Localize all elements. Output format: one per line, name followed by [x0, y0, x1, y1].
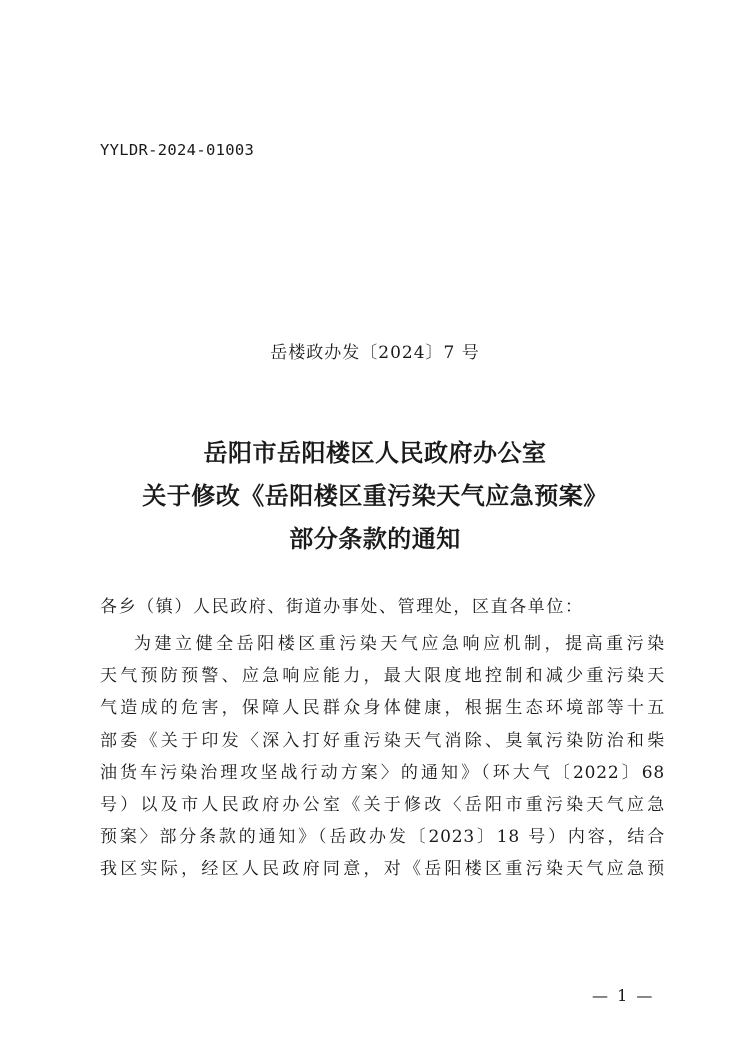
body-line-5: 油货车污染治理攻坚战行动方案〉的通知》（环大气〔2022〕68: [100, 762, 665, 783]
body-line-3: 气造成的危害，保障人民群众身体健康，根据生态环境部等十五: [100, 698, 665, 719]
page-number: — 1 —: [592, 986, 655, 1005]
document-title: [0, 432, 750, 561]
body-line-1: 为建立健全岳阳楼区重污染天气应急响应机制，提高重污染: [134, 634, 665, 654]
title-line-1: 岳阳市岳阳楼区人民政府办公室: [203, 439, 547, 467]
body-line-7: 预案〉部分条款的通知》（岳政办发〔2023〕18 号）内容，结合: [100, 827, 665, 848]
salutation: 各乡（镇）人民政府、街道办事处、管理处，区直各单位：: [100, 597, 584, 617]
title-line-2: 关于修改《岳阳楼区重污染天气应急预案》: [142, 482, 608, 510]
body-line-6: 号）以及市人民政府办公室《关于修改〈岳阳市重污染天气应急: [100, 794, 665, 815]
title-line-3: 部分条款的通知: [289, 525, 461, 553]
body-line-4: 部委《关于印发〈深入打好重污染天气消除、臭氧污染防治和柴: [100, 730, 665, 751]
document-number: 岳楼政办发〔2024〕7 号: [270, 343, 480, 363]
document-id-code: YYLDR-2024-01003: [100, 141, 255, 159]
body-line-2: 天气预防预警、应急响应能力，最大限度地控制和减少重污染天: [100, 666, 665, 687]
body-line-8: 我区实际，经区人民政府同意，对《岳阳楼区重污染天气应急预: [100, 859, 665, 880]
body-paragraph: [100, 628, 665, 886]
